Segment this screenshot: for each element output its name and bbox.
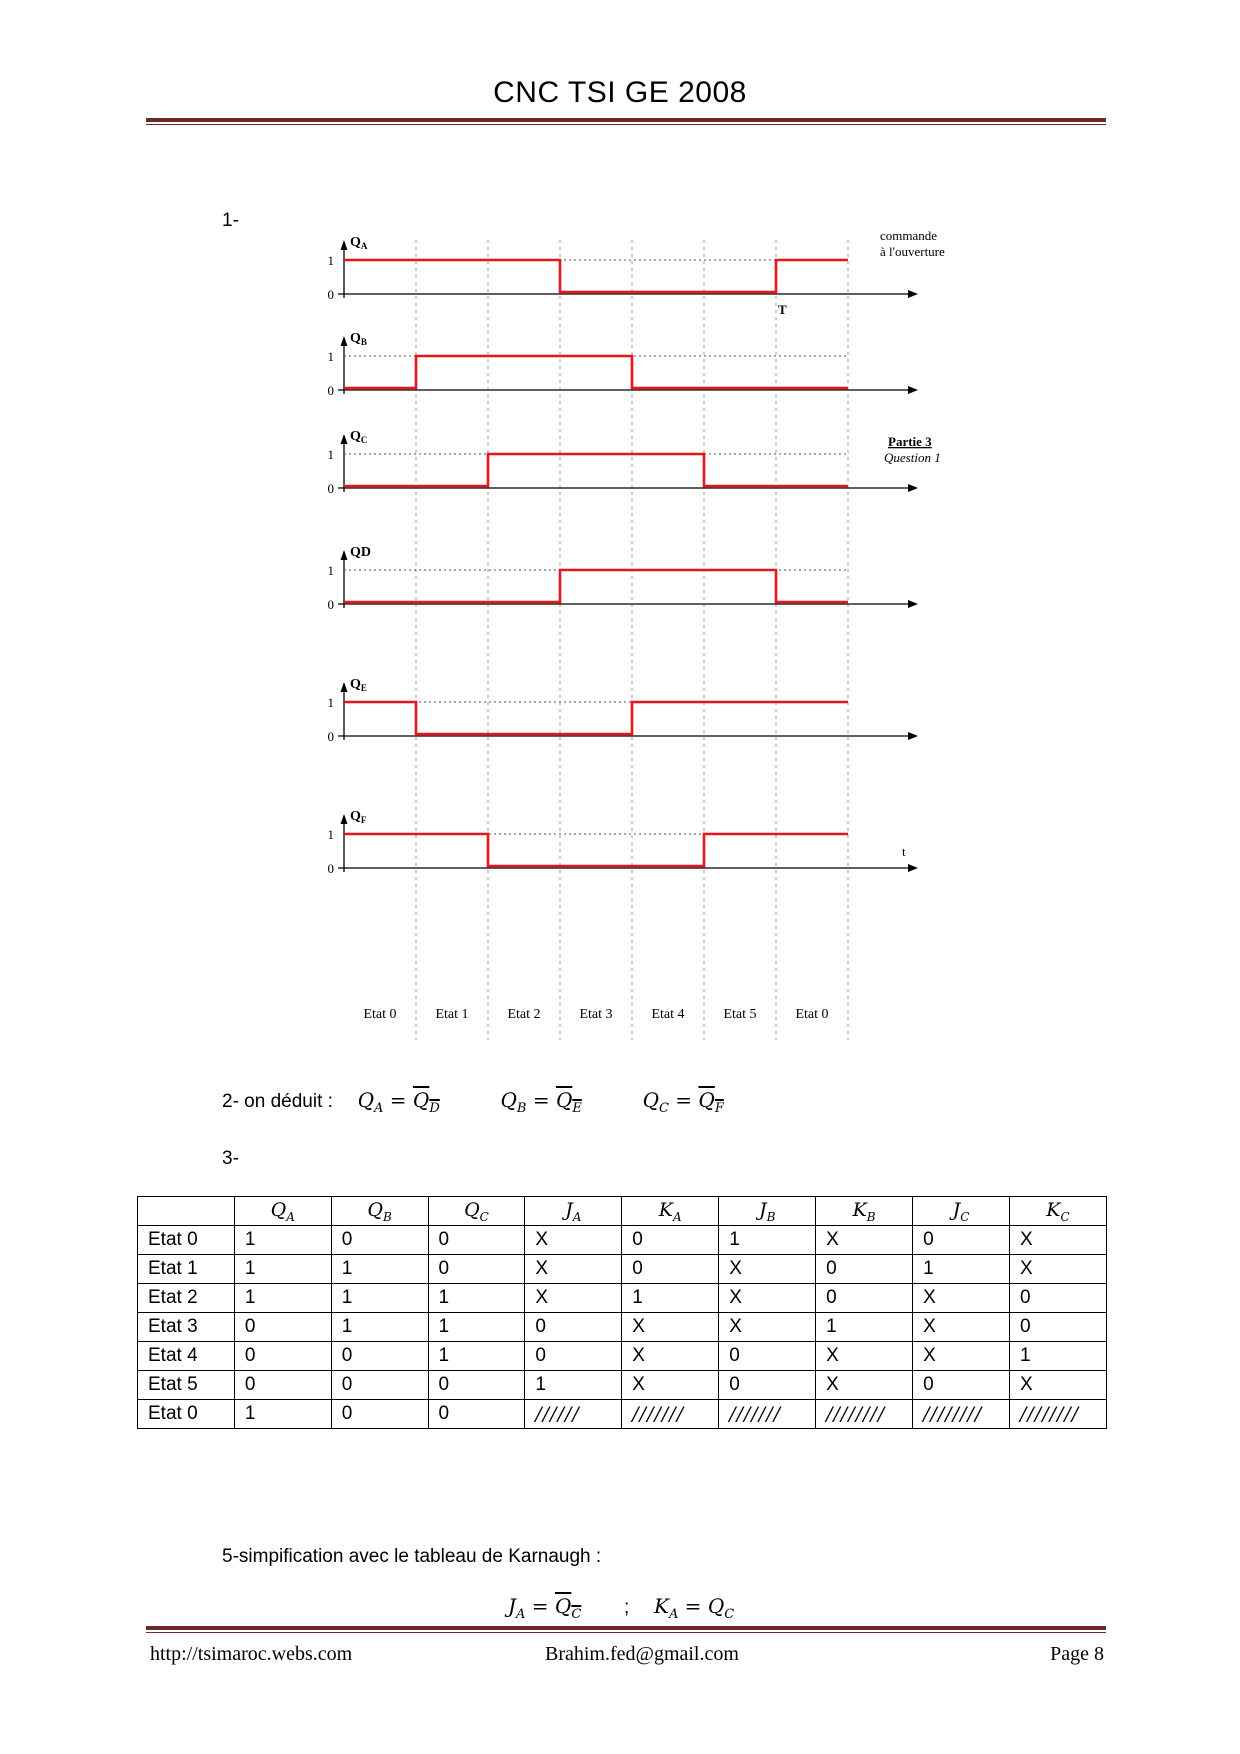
timing-diagram <box>300 228 980 1060</box>
level-tick-1: 1 <box>327 827 334 842</box>
time-axis-arrowhead <box>908 732 918 740</box>
value-cell: X <box>525 1284 622 1313</box>
header-cell: $K_A$ <box>622 1197 719 1226</box>
level-tick-1: 1 <box>327 447 334 462</box>
y-axis-arrowhead <box>341 682 348 692</box>
value-cell: 0 <box>428 1400 525 1429</box>
commande-label-line1: commande <box>880 228 938 243</box>
signal-name-subscript: C <box>360 435 368 445</box>
level-tick-1: 1 <box>327 563 334 578</box>
table-row <box>138 1342 1107 1371</box>
signal-name: $Q_C$ <box>350 429 368 445</box>
header-rule-thick <box>146 118 1106 122</box>
value-cell: 1 <box>1010 1342 1107 1371</box>
header-cell-empty <box>138 1197 235 1226</box>
header-rule-thin <box>146 124 1106 125</box>
value-cell: ////// <box>525 1400 622 1429</box>
value-cell: 1 <box>719 1226 816 1255</box>
signal-waveform <box>344 260 848 292</box>
state-label: Etat 5 <box>723 1007 757 1022</box>
state-label: Etat 4 <box>651 1007 685 1022</box>
question-3-label: 3- <box>222 1148 239 1169</box>
value-cell: 0 <box>428 1371 525 1400</box>
value-cell: X <box>719 1255 816 1284</box>
period-label: T <box>778 302 787 317</box>
footer-rule-thin <box>146 1632 1106 1633</box>
value-cell: 1 <box>331 1313 428 1342</box>
value-cell: 0 <box>234 1342 331 1371</box>
state-label: Etat 1 <box>435 1007 469 1022</box>
value-cell: 1 <box>331 1255 428 1284</box>
value-cell: 0 <box>913 1226 1010 1255</box>
value-cell: 0 <box>428 1226 525 1255</box>
level-tick-0: 0 <box>327 383 334 398</box>
header-cell: $K_B$ <box>816 1197 913 1226</box>
header-cell: $Q_B$ <box>331 1197 428 1226</box>
level-tick-1: 1 <box>327 349 334 364</box>
footer-url-link[interactable]: http://tsimaroc.webs.com <box>150 1643 353 1665</box>
equation-qc-qf: $Q_C = Q_F$ <box>642 1088 724 1116</box>
state-label: Etat 0 <box>363 1007 397 1022</box>
value-cell: 0 <box>719 1371 816 1400</box>
footer-email-link[interactable]: Brahim.fed@gmail.com <box>545 1643 739 1665</box>
y-axis-arrowhead <box>341 434 348 444</box>
signal-waveform <box>344 570 848 602</box>
y-axis-arrowhead <box>341 240 348 250</box>
table-row <box>138 1284 1107 1313</box>
value-cell: 1 <box>428 1313 525 1342</box>
partie-label: Partie 3 <box>888 434 932 449</box>
state-name-cell: Etat 0 <box>138 1226 235 1255</box>
footer-page-number: Page 8 <box>1050 1643 1104 1665</box>
signal-name: $Q_F$ <box>350 809 367 825</box>
time-label: t <box>902 844 906 859</box>
time-axis-arrowhead <box>908 386 918 394</box>
value-cell: 1 <box>913 1255 1010 1284</box>
time-axis-arrowhead <box>908 600 918 608</box>
value-cell: 0 <box>622 1226 719 1255</box>
value-cell: 0 <box>234 1371 331 1400</box>
commande-label-line2: à l'ouverture <box>880 244 945 259</box>
header-cell: $J_A$ <box>525 1197 622 1226</box>
signal-qb <box>328 331 919 398</box>
signal-waveform <box>344 702 848 734</box>
value-cell: //////// <box>913 1400 1010 1429</box>
value-cell: 1 <box>525 1371 622 1400</box>
value-cell: 1 <box>234 1226 331 1255</box>
signal-waveform <box>344 356 848 388</box>
value-cell: X <box>622 1371 719 1400</box>
time-axis-arrowhead <box>908 864 918 872</box>
question-label: Question 1 <box>884 450 941 465</box>
value-cell: 1 <box>234 1284 331 1313</box>
value-cell: 0 <box>622 1255 719 1284</box>
value-cell: //////// <box>1010 1400 1107 1429</box>
value-cell: 1 <box>622 1284 719 1313</box>
signal-name-subscript: A <box>360 241 368 251</box>
value-cell: 0 <box>719 1342 816 1371</box>
signal-name: QD <box>350 545 371 560</box>
level-tick-0: 0 <box>327 729 334 744</box>
value-cell: /////// <box>622 1400 719 1429</box>
value-cell: 0 <box>331 1342 428 1371</box>
value-cell: 1 <box>816 1313 913 1342</box>
level-tick-0: 0 <box>327 287 334 302</box>
state-name-cell: Etat 3 <box>138 1313 235 1342</box>
signal-name-subscript: F <box>360 815 367 825</box>
table-row <box>138 1255 1107 1284</box>
value-cell: 0 <box>428 1255 525 1284</box>
state-label: Etat 2 <box>507 1007 541 1022</box>
equation-ja: $J_A = Q_C$ <box>508 1594 582 1622</box>
value-cell: 1 <box>428 1342 525 1371</box>
value-cell: X <box>1010 1226 1107 1255</box>
signal-name: $Q_A$ <box>350 235 368 251</box>
y-axis-arrowhead <box>341 814 348 824</box>
time-axis-arrowhead <box>908 290 918 298</box>
value-cell: 0 <box>1010 1284 1107 1313</box>
state-label: Etat 3 <box>579 1007 613 1022</box>
state-transition-table <box>137 1196 1107 1429</box>
value-cell: X <box>816 1226 913 1255</box>
table-row <box>138 1400 1107 1429</box>
value-cell: 0 <box>816 1255 913 1284</box>
state-label: Etat 0 <box>795 1007 829 1022</box>
level-tick-0: 0 <box>327 597 334 612</box>
value-cell: /////// <box>719 1400 816 1429</box>
level-tick-1: 1 <box>327 253 334 268</box>
value-cell: 1 <box>234 1255 331 1284</box>
signal-qe <box>328 677 919 744</box>
signal-name-subscript: E <box>360 683 367 693</box>
header-cell: $Q_A$ <box>234 1197 331 1226</box>
equation-qa-qd: $Q_A = Q_D$ <box>357 1088 440 1116</box>
question-2-label: 2- on déduit : <box>222 1091 333 1112</box>
state-labels <box>363 1007 828 1022</box>
header-cell: $Q_C$ <box>428 1197 525 1226</box>
question-1-label: 1- <box>222 210 239 231</box>
value-cell: 0 <box>913 1371 1010 1400</box>
header-cell: $K_C$ <box>1010 1197 1107 1226</box>
value-cell: 0 <box>234 1313 331 1342</box>
level-tick-1: 1 <box>327 695 334 710</box>
y-axis-arrowhead <box>341 550 348 560</box>
question-2 <box>222 1088 724 1116</box>
value-cell: 0 <box>525 1313 622 1342</box>
signal-name: $Q_B$ <box>350 331 367 347</box>
signal-waveform <box>344 454 848 486</box>
value-cell: X <box>1010 1255 1107 1284</box>
table-header-row <box>138 1197 1107 1226</box>
value-cell: X <box>1010 1371 1107 1400</box>
signal-waveform <box>344 834 848 866</box>
value-cell: X <box>816 1342 913 1371</box>
table-row <box>138 1371 1107 1400</box>
value-cell: 1 <box>234 1400 331 1429</box>
question-5-label: 5-simpification avec le tableau de Karnaugh : <box>222 1546 602 1567</box>
signal-name: $Q_E$ <box>350 677 367 693</box>
state-name-cell: Etat 0 <box>138 1400 235 1429</box>
value-cell: 1 <box>331 1284 428 1313</box>
page-header-title: CNC TSI GE 2008 <box>493 76 747 109</box>
time-axis-arrowhead <box>908 484 918 492</box>
signal-qc <box>328 429 919 496</box>
value-cell: //////// <box>816 1400 913 1429</box>
value-cell: 0 <box>331 1371 428 1400</box>
footer-rule-thick <box>146 1626 1106 1630</box>
equation-ka: $K_A = Q_C$ <box>653 1594 735 1622</box>
value-cell: X <box>525 1226 622 1255</box>
table-row <box>138 1313 1107 1342</box>
signal-name-subscript: B <box>360 337 367 347</box>
level-tick-0: 0 <box>327 861 334 876</box>
value-cell: X <box>525 1255 622 1284</box>
value-cell: X <box>913 1313 1010 1342</box>
level-tick-0: 0 <box>327 481 334 496</box>
state-name-cell: Etat 2 <box>138 1284 235 1313</box>
value-cell: X <box>913 1342 1010 1371</box>
value-cell: 0 <box>331 1400 428 1429</box>
state-name-cell: Etat 1 <box>138 1255 235 1284</box>
equation-separator: ; <box>623 1597 630 1618</box>
value-cell: X <box>913 1284 1010 1313</box>
header-cell: $J_B$ <box>719 1197 816 1226</box>
value-cell: X <box>622 1313 719 1342</box>
equation-qb-qe: $Q_B = Q_E$ <box>500 1088 582 1116</box>
state-name-cell: Etat 4 <box>138 1342 235 1371</box>
value-cell: 0 <box>816 1284 913 1313</box>
karnaugh-results <box>508 1594 734 1622</box>
state-name-cell: Etat 5 <box>138 1371 235 1400</box>
y-axis-arrowhead <box>341 336 348 346</box>
table-row <box>138 1226 1107 1255</box>
value-cell: 0 <box>1010 1313 1107 1342</box>
value-cell: 0 <box>331 1226 428 1255</box>
value-cell: X <box>622 1342 719 1371</box>
value-cell: 0 <box>525 1342 622 1371</box>
value-cell: X <box>719 1284 816 1313</box>
header-cell: $J_C$ <box>913 1197 1010 1226</box>
value-cell: X <box>719 1313 816 1342</box>
value-cell: X <box>816 1371 913 1400</box>
value-cell: 1 <box>428 1284 525 1313</box>
annotations <box>778 228 945 859</box>
